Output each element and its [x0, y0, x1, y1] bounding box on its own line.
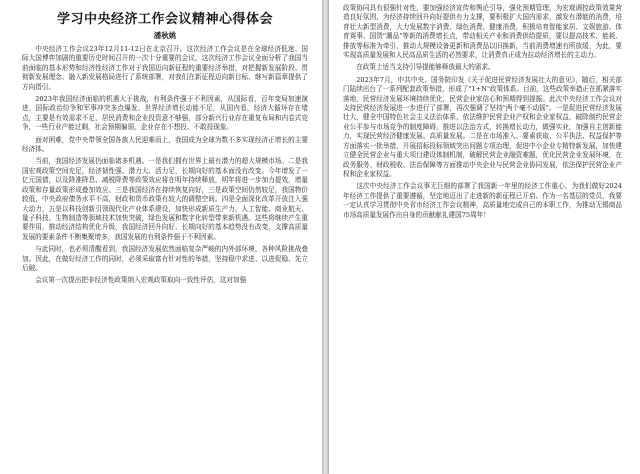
page-gutter	[322, 0, 329, 474]
author-name: 潘秋姚	[153, 31, 177, 40]
paragraph: 2023年我国经济面临的机遇大于挑战，有利条件强于不利因素，从国际看，百年变局加速演进，国际政治纷争和军事冲突多点爆发，世界经济增长动能不足，从国内看，经济大循环存在堵点，主要是有效需求不足，居民消费和企业投资意不够强，部分新兴行业存在重复布局和内卷式竞争，一些行业产能过剩，社会预期偏弱，企业存在不想投、不敢投现象。	[22, 95, 308, 132]
paragraph: 在政策上适当支持引导提能够释放最大的需求。	[356, 63, 495, 72]
paragraph: 面对困难，党中央带领全国各族人民迎难而上，我国成为全球为数不多实现经济正增长的主要经济体。	[22, 135, 308, 154]
right-page	[329, 0, 640, 474]
right-page-content	[343, 4, 622, 223]
paragraph: 中央经济工作会议23年12月11-12日在北京召开。这次经济工作会议是在全球经济低迷、国际大国博弈加剧的重要历史时间召开的一次十分重要的会议，这次经济工作会议全面分析了我国当前面临的基本形势和经济性经济工作对于我国迈向新征程的重要经济举措，对把握新发展阶段、贯彻新发展理念、融入新发展格局进行了系统部署，对我们在新征程迈向新目标、继写新篇章提供了方向指引。	[22, 45, 308, 91]
document-title: 学习中央经济工作会议精神心得体会	[56, 12, 273, 27]
paragraph: 这次中央经济工作会议事无巨细的部署了我国新一年里的经济工作重心，为我们做好2024年经济工作提供了重要遵循，坚定地迈出了走进新的新征程已开启。作为一名基层的党员，我要一定认真学习贯彻中央省市经济工作会议精神，高质量地完成自己的本职工作，为推动无锡商品市场高质量发展作出自身的贡献献礼建国75周年！	[343, 182, 622, 219]
paragraph: 当前，我国经济发展仍面临诸多机遇。一是我们拥有世界上最有潜力的超大规模市场。二是我国宏观政策空间充足，经济韧性强、潜力大、活力足，长期向好的基本面没有改变。今年增发了一亿元国债，以及降准降息、减税降费等政策效应将在明年持续释放，明年将进一步加力提效，增量政策和存量政策形成叠加效应。三是我国经济在持续恢复向好，三是政策空间仍然较足，我国物价较低，中央政府债务水平不高，财政和货币政策有较大的调整空间。四是全面深化改革开放注入强大动力，五是以科技创新引领现代化产业体系建设，加快形成新质生产力，人工智能、商业航天、量子科技、生物制造等领域技术加快突破，绿色发展和数字化转型带来新机遇。这些将继续产生重要作用，推动经济结构优化升级，我国经济回升向好、长期向好的基本趋势没有改变，支撑高质量发展的要素条件不断集聚增多，我国发展的有利条件强于不利因素。	[22, 157, 308, 241]
paragraph: 2023年7月，中共中央、国务院印发《关于促进民营经济发展壮大的意见》，随后，相关部门陆续出台了一系列配套政策举措，形成了"1+N"政策体系。目前，这些政策举措正在抓紧落实落地，民营经济发展环境持续优化，民营企业家信心和预期得到提振。此次中央经济工作会议对支持民营经济发展进一步进行了部署，再次强调了坚持"两个毫不动摇"。一是促进民营经济发展壮大，健全中国特色社会主义法治体系，依法维护民营企业产权和企业家权益，破除制约民营企业公平参与市场竞争的制度障碍，推进以法治方式，转换增长动力，做强实业，加强自主创新能力，实现民营经济健康发展、高质量发展。二是在市场准入、要素获取、公平执法、权益保护等方面落实一批举措，开展招标投标领域突出问题专项治理，促进中小企业专精特新发展，加快建立健全民营企业与重大项目建设体制机制，破解民营企业融资难题，优化民营企业发展环境，在政务服务、财政税收、法治保障等方面推动中央企业与民营企业协同发展，依法保护民营企业产权和企业家权益。	[343, 75, 622, 178]
paragraph: 政策协同具有很强针对性，要加强经济宣传和舆论引导，强化预期管理，为宏观调控政策效果营造良好氛围，为经济持续回升向好提供有力支撑，要积极扩大国内需求，激发有潜能的消费，培育壮大新型消费，大力发展数字消费、绿色消费、健康消费，积极培育智能家居、文娱旅游、体育赛事、国货"潮品"等新的消费增长点，带动相关产业和消费供给提质，要以提高技术、能耗、排放等标准为牵引，推动大规模设备更新和消费品以旧换新，当前消费增速有所放缓，为此，要实现高质量发展和人民高品质生活的必然要求，让消费真正成为拉动经济增长的主动力。	[343, 4, 622, 60]
left-page-content	[22, 8, 308, 289]
paragraph: 与此同时，也必须清醒看到，我国经济发展依然面临复杂严峻的内外部环境，各种风险挑战叠加。因此，在做好经济工作的同时，必须采取富有针对性的举措，坚持稳中求进、以进促稳、先立后破。	[22, 245, 308, 272]
paragraph: 会议第一次提出把非经济性政策纳入宏观政策取向一致性评估，这对加强	[35, 276, 247, 285]
